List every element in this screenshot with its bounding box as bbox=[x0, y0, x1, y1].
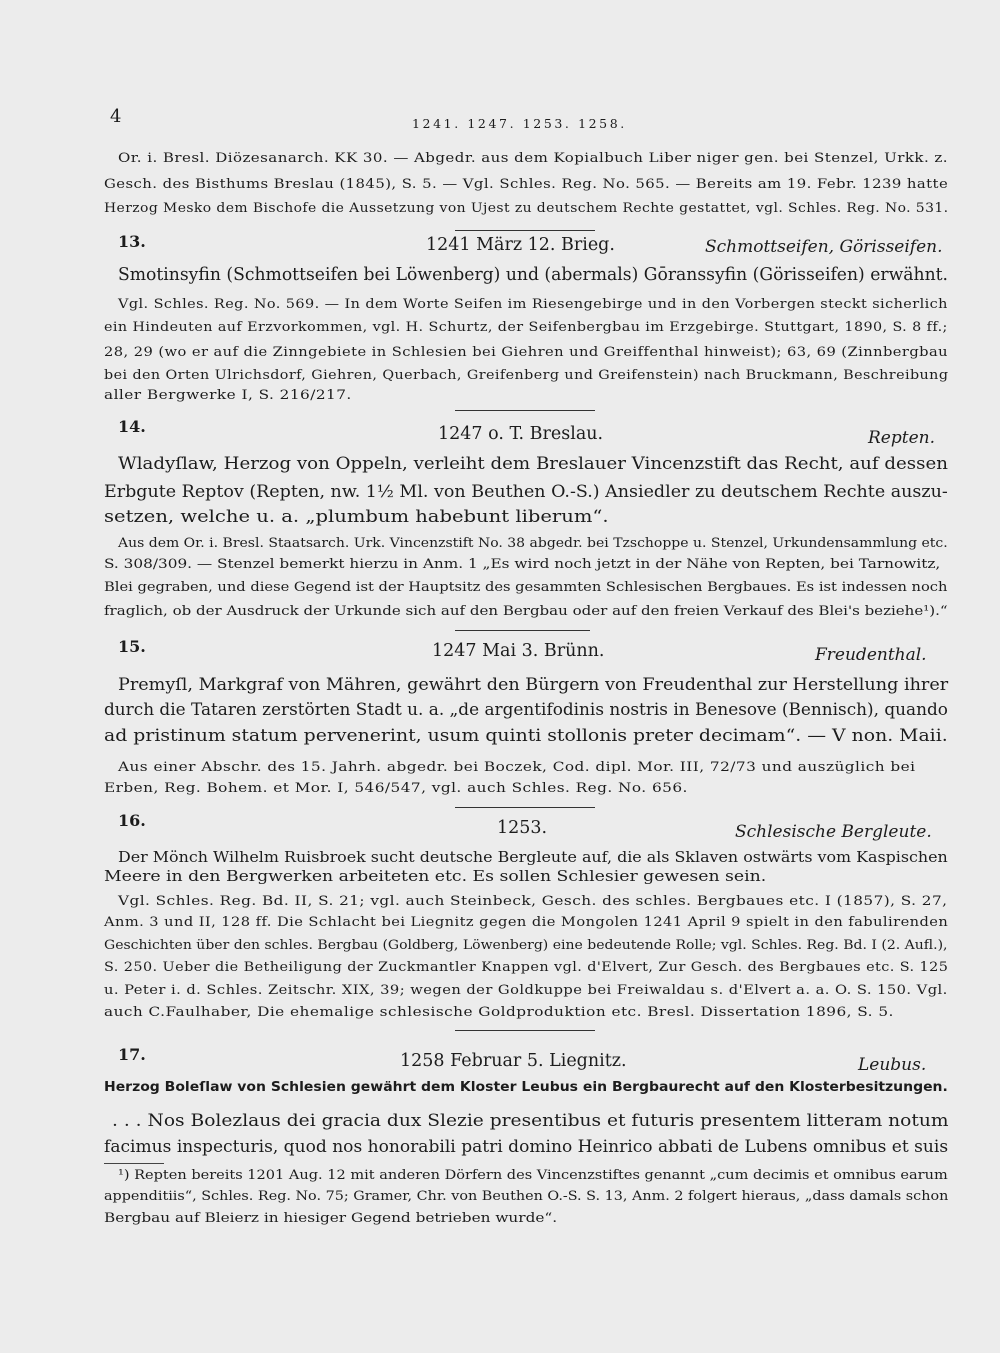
entry-number: 16. bbox=[118, 811, 146, 830]
entry-note-line: u. Peter i. d. Schles. Zeitschr. XIX, 39; wegen der Goldkuppe bei Freiwaldau s. d'Elvert a. a. O. S. 150. Vgl. bbox=[104, 983, 948, 998]
entry-note-line: Aus einer Abschr. des 15. Jahrh. abgedr. bei Boczek, Cod. dipl. Mor. III, 72/73 und auszüglich bei bbox=[118, 760, 916, 775]
entry-separator bbox=[455, 230, 595, 231]
entry-place: Repten. bbox=[868, 428, 935, 448]
entry-date: 1241 März 12. Brieg. bbox=[426, 235, 615, 255]
entry-note-line: Aus dem Or. i. Bresl. Staatsarch. Urk. Vincenzstift No. 38 abgedr. bei Tzschoppe u. Stenzel, Urkundensammlung etc. bbox=[118, 536, 948, 551]
entry-number: 14. bbox=[118, 417, 146, 436]
entry-text-line: Meere in den Bergwerken arbeiteten etc. Es sollen Schlesier gewesen sein. bbox=[104, 867, 767, 885]
entry-separator bbox=[455, 630, 590, 631]
entry-date: 1247 Mai 3. Brünn. bbox=[432, 641, 605, 661]
entry-text-line: Premyſl, Markgraf von Mähren, gewährt den Bürgern von Freudenthal zur Herstellung ihrer bbox=[118, 675, 949, 695]
entry-separator bbox=[455, 1030, 595, 1031]
entry-number: 15. bbox=[118, 637, 146, 656]
entry-summary: Herzog Boleſlaw von Schlesien gewährt dem Kloster Leubus ein Bergbaurecht auf den Klosterbesitzungen. bbox=[104, 1080, 948, 1095]
entry-note-line: Vgl. Schles. Reg. Bd. II, S. 21; vgl. auch Steinbeck, Gesch. des schles. Bergbaues etc. I (1857), S. 27, bbox=[118, 894, 948, 909]
footnote-line: appenditiis“, Schles. Reg. No. 75; Gramer, Chr. von Beuthen O.-S. S. 13, Anm. 2 folgert hieraus, „dass damals schon bbox=[104, 1189, 949, 1204]
page-number: 4 bbox=[110, 106, 122, 127]
entry-text-line: Smotinsyfin (Schmottseifen bei Löwenberg) und (abermals) Gōranssyfin (Görisseifen) erwähnt. bbox=[118, 265, 949, 285]
entry-place: Schlesische Bergleute. bbox=[735, 822, 932, 842]
page-header-years: 1241. 1247. 1253. 1258. bbox=[412, 116, 627, 131]
entry-note-line: Erben, Reg. Bohem. et Mor. I, 546/547, vgl. auch Schles. Reg. No. 656. bbox=[104, 781, 688, 796]
entry-date: 1253. bbox=[497, 818, 548, 838]
entry-separator bbox=[455, 410, 595, 411]
entry-note-line: Blei gegraben, und diese Gegend ist der Hauptsitz des gesammten Schlesischen Bergbaues. Es ist indessen noch bbox=[104, 580, 948, 595]
entry-date: 1247 o. T. Breslau. bbox=[438, 424, 604, 444]
intro-line: Herzog Mesko dem Bischofe die Aussetzung von Ujest zu deutschem Rechte gestattet, vgl. Schles. Reg. No. 531. bbox=[104, 201, 949, 216]
entry-number: 17. bbox=[118, 1045, 146, 1064]
entry-separator bbox=[455, 807, 595, 808]
footnote-rule bbox=[104, 1163, 164, 1164]
entry-note-line: fraglich, ob der Ausdruck der Urkunde sich auf den Bergbau oder auf den freien Verkauf des Blei's beziehe¹).“ bbox=[104, 604, 948, 619]
entry-place: Leubus. bbox=[858, 1055, 927, 1075]
entry-text-line: ad pristinum statum pervenerint, usum quinti stollonis preter decimam“. — V non. Maii. bbox=[104, 726, 948, 746]
intro-line: Or. i. Bresl. Diözesanarch. KK 30. — Abgedr. aus dem Kopialbuch Liber niger gen. bei Stenzel, Urkk. z. bbox=[118, 151, 948, 166]
footnote-line: Bergbau auf Bleierz in hiesiger Gegend betrieben wurde“. bbox=[104, 1211, 558, 1226]
intro-line: Gesch. des Bisthums Breslau (1845), S. 5. — Vgl. Schles. Reg. No. 565. — Bereits am 19. Febr. 1239 hatte bbox=[104, 177, 949, 192]
entry-note-line: ein Hindeuten auf Erzvorkommen, vgl. H. Schurtz, der Seifenbergbau im Erzgebirge. Stuttgart, 1890, S. 8 ff.; bbox=[104, 320, 948, 335]
entry-note-line: Anm. 3 und II, 128 ff. Die Schlacht bei Liegnitz gegen die Mongolen 1241 April 9 spielt in den fabulirenden bbox=[104, 915, 949, 930]
entry-place: Freudenthal. bbox=[815, 645, 927, 665]
footnote-line: ¹) Repten bereits 1201 Aug. 12 mit anderen Dörfern des Vincenzstiftes genannt „cum decimis et omnibus earum bbox=[118, 1168, 948, 1183]
entry-text-line: Wladyſlaw, Herzog von Oppeln, verleiht dem Breslauer Vincenzstift das Recht, auf dessen bbox=[118, 454, 948, 474]
entry-date: 1258 Februar 5. Liegnitz. bbox=[400, 1051, 627, 1071]
entry-text-line: setzen, welche u. a. „plumbum habebunt liberum“. bbox=[104, 507, 609, 527]
entry-text-line: Der Mönch Wilhelm Ruisbroek sucht deutsche Bergleute auf, die als Sklaven ostwärts vom Kaspischen bbox=[118, 848, 948, 866]
entry-text-line: . . . Nos Bolezlaus dei gracia dux Slezie presentibus et futuris presentem litteram notum bbox=[112, 1111, 949, 1131]
entry-note-line: auch C.Faulhaber, Die ehemalige schlesische Goldproduktion etc. Bresl. Dissertation 1896, S. 5. bbox=[104, 1005, 894, 1020]
entry-text-line: durch die Tataren zerstörten Stadt u. a. „de argentifodinis nostris in Benesove (Bennisch), quando bbox=[104, 700, 948, 720]
entry-text-line: Erbgute Reptov (Repten, nw. 1½ Ml. von Beuthen O.-S.) Ansiedler zu deutschem Rechte auszu- bbox=[104, 482, 948, 502]
entry-place: Schmottseifen, Görisseifen. bbox=[705, 237, 943, 257]
entry-number: 13. bbox=[118, 232, 146, 251]
entry-note-line: S. 250. Ueber die Betheiligung der Zuckmantler Knappen vgl. d'Elvert, Zur Gesch. des Bergbaues etc. S. 125 bbox=[104, 960, 949, 975]
entry-note-line: S. 308/309. — Stenzel bemerkt hierzu in Anm. 1 „Es wird noch jetzt in der Nähe von Repten, bei Tarnowitz, bbox=[104, 557, 941, 572]
entry-note-line: Vgl. Schles. Reg. No. 569. — In dem Worte Seifen im Riesengebirge und in den Vorbergen steckt sicherlich bbox=[118, 297, 948, 312]
entry-note-line: Geschichten über den schles. Bergbau (Goldberg, Löwenberg) eine bedeutende Rolle; vgl. Schles. Reg. Bd. I (2. Aufl.), bbox=[104, 938, 948, 953]
entry-note-line: bei den Orten Ulrichsdorf, Giehren, Querbach, Greifenberg und Greifenstein) nach Bruckmann, Beschreibung bbox=[104, 368, 949, 383]
entry-note-line: 28, 29 (wo er auf die Zinngebiete in Schlesien bei Giehren und Greiffenthal hinweist); 63, 69 (Zinnbergbau bbox=[104, 345, 949, 360]
entry-text-line: facimus inspecturis, quod nos honorabili patri domino Heinrico abbati de Lubens omnibus et suis bbox=[104, 1137, 949, 1157]
entry-note-line: aller Bergwerke I, S. 216/217. bbox=[104, 388, 352, 403]
